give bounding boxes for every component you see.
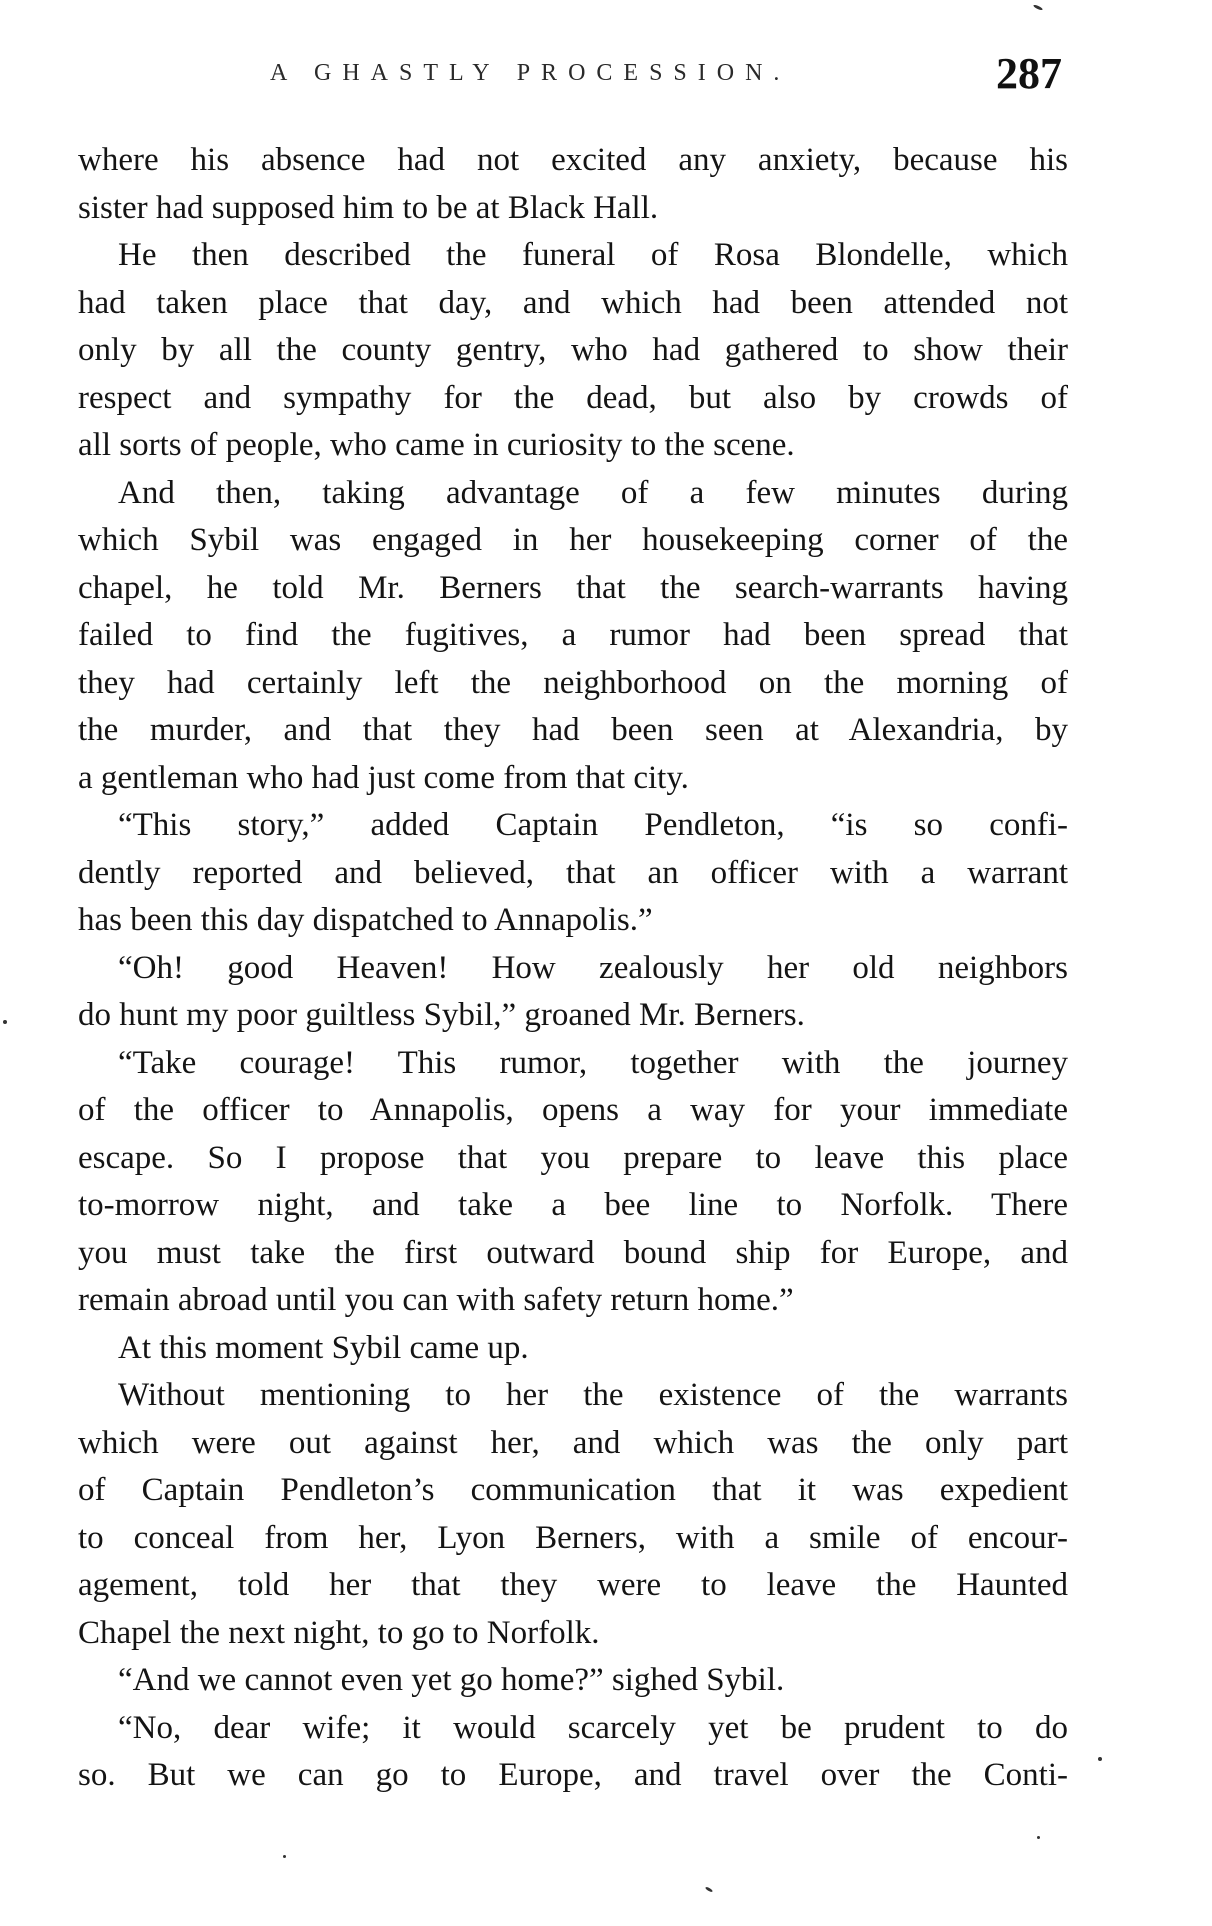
- text-line: respect and sympathy for the dead, but also by crowds of: [78, 379, 1068, 416]
- text-line: so. But we can go to Europe, and travel over the Conti-: [78, 1757, 1068, 1793]
- text-line: the murder, and that they had been seen at Alexandria, by: [78, 712, 1068, 748]
- text-line: failed to find the fugitives, a rumor had been spread that: [78, 617, 1068, 653]
- text-line: agement, told her that they were to leave the Haunted: [78, 1567, 1068, 1603]
- text-line: sister had supposed him to be at Black Hall.: [78, 189, 659, 226]
- text-line: escape. So I propose that you prepare to leave this place: [78, 1139, 1068, 1176]
- text-line: dently reported and believed, that an officer with a warrant: [78, 854, 1068, 891]
- text-line: of the officer to Annapolis, opens a way for your immediate: [78, 1092, 1068, 1128]
- text-line: which Sybil was engaged in her housekeeping corner of the: [78, 522, 1068, 558]
- text-line: “And we cannot even yet go home?” sighed Sybil.: [118, 1662, 785, 1698]
- text-line: which were out against her, and which was the only part: [78, 1424, 1068, 1461]
- print-speck: [1033, 4, 1043, 11]
- text-line: they had certainly left the neighborhood on the morning of: [78, 664, 1068, 701]
- text-line: “Oh! good Heaven! How zealously her old neighbors: [118, 949, 1068, 986]
- print-speck: [705, 1886, 713, 1893]
- page-number: 287: [996, 49, 1062, 98]
- text-line: all sorts of people, who came in curiosity to the scene.: [78, 427, 795, 463]
- text-line: “This story,” added Captain Pendleton, “is so confi-: [118, 807, 1068, 843]
- text-line: had taken place that day, and which had been attended not: [78, 284, 1068, 321]
- text-line: you must take the first outward bound ship for Europe, and: [78, 1234, 1068, 1271]
- text-line: only by all the county gentry, who had gathered to show their: [78, 332, 1068, 368]
- text-line: And then, taking advantage of a few minutes during: [118, 474, 1068, 511]
- text-line: remain abroad until you can with safety return home.”: [78, 1282, 794, 1318]
- text-line: chapel, he told Mr. Berners that the search-warrants having: [78, 569, 1068, 606]
- text-line: to conceal from her, Lyon Berners, with a smile of encour-: [78, 1519, 1068, 1556]
- running-head: A GHASTLY PROCESSION.: [270, 60, 791, 86]
- text-line: Chapel the next night, to go to Norfolk.: [78, 1614, 600, 1651]
- print-speck: [1098, 1757, 1102, 1761]
- text-line: where his absence had not excited any anxiety, because his: [78, 142, 1068, 178]
- text-line: of Captain Pendleton’s communication that it was expedient: [78, 1472, 1068, 1508]
- body-text: [78, 137, 1068, 1800]
- text-line: has been this day dispatched to Annapolis.”: [78, 902, 653, 938]
- text-line: He then described the funeral of Rosa Blondelle, which: [118, 237, 1068, 273]
- text-line: a gentleman who had just come from that city.: [78, 759, 689, 796]
- print-speck: [283, 1855, 286, 1858]
- text-line: “No, dear wife; it would scarcely yet be prudent to do: [118, 1709, 1068, 1746]
- text-line: do hunt my poor guiltless Sybil,” groaned Mr. Berners.: [78, 997, 805, 1033]
- text-line: to-morrow night, and take a bee line to Norfolk. There: [78, 1187, 1068, 1223]
- text-line: At this moment Sybil came up.: [118, 1329, 529, 1366]
- print-speck: [3, 1020, 7, 1024]
- text-line: “Take courage! This rumor, together with the journey: [118, 1044, 1068, 1081]
- print-speck: [1037, 1836, 1040, 1839]
- text-line: Without mentioning to her the existence of the warrants: [118, 1377, 1068, 1413]
